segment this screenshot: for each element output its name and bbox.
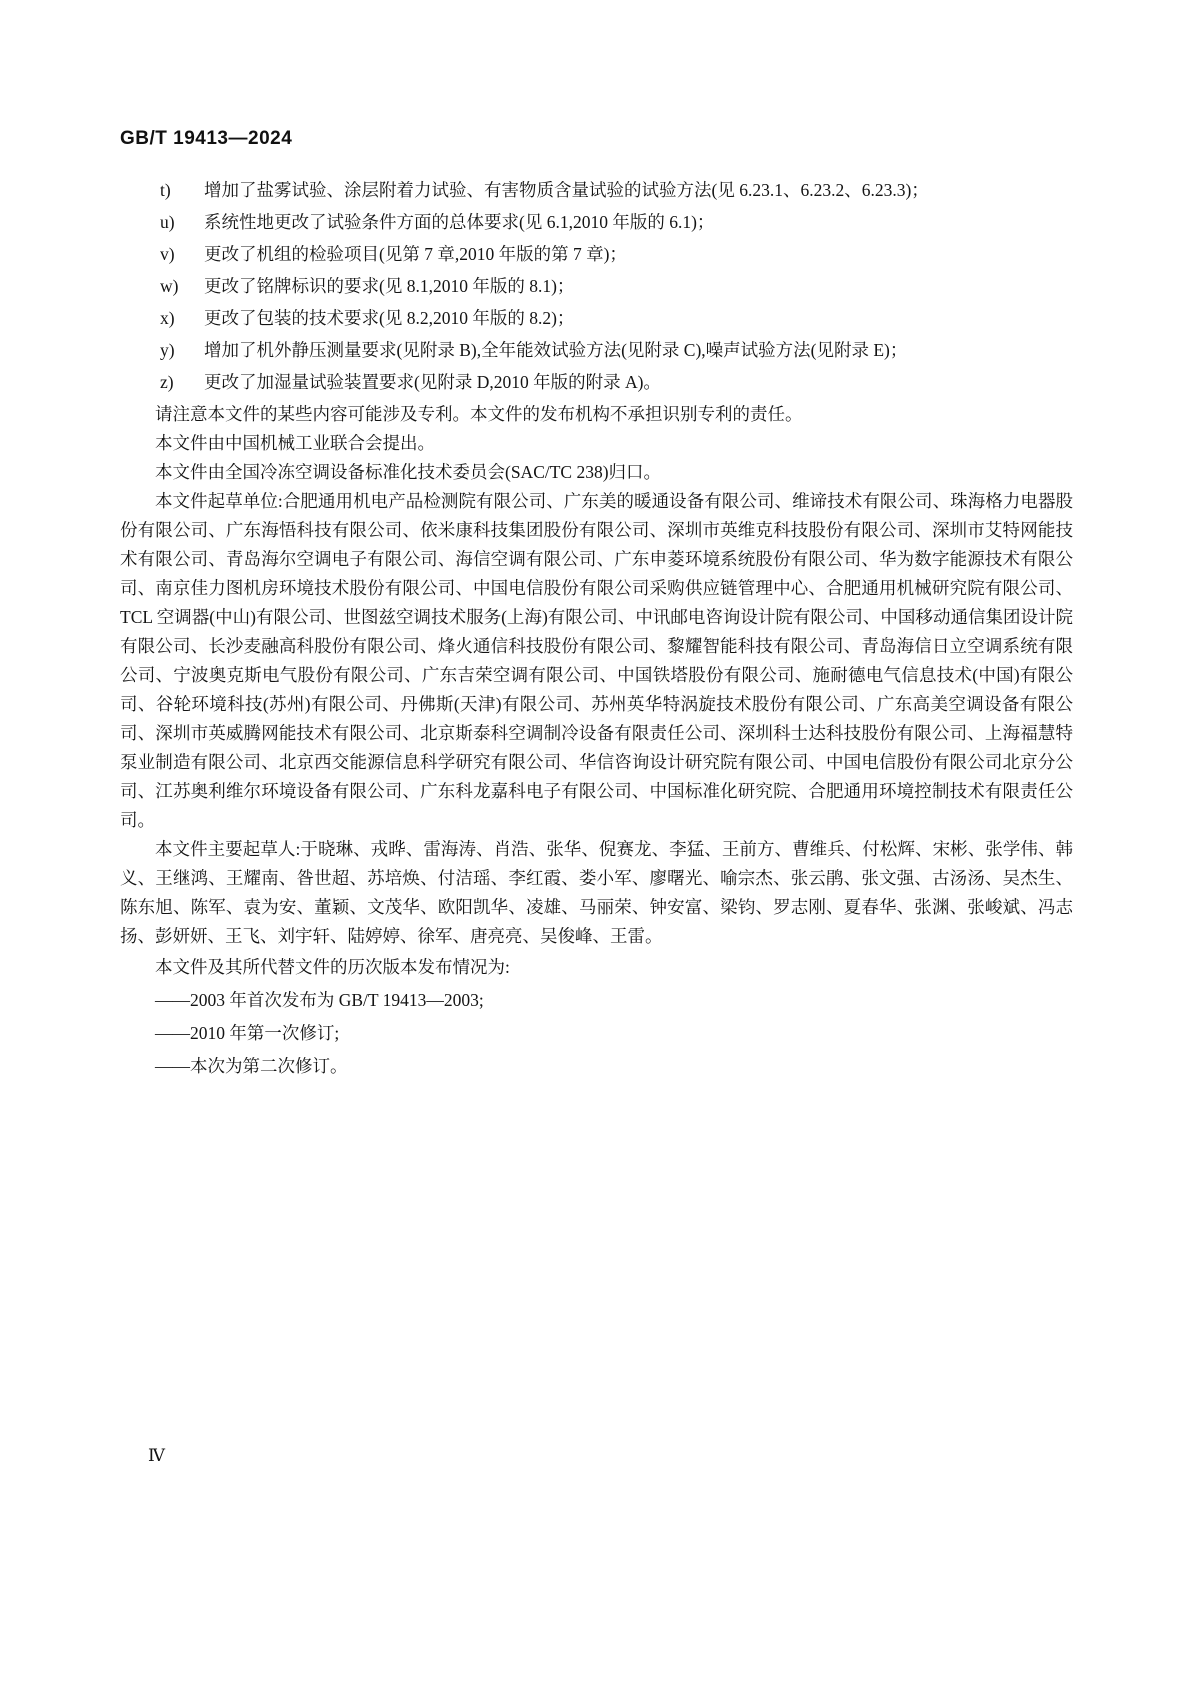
amendment-item bbox=[160, 336, 1073, 365]
amendment-list bbox=[160, 176, 1073, 397]
history-item: ——本次为第二次修订。 bbox=[155, 1056, 348, 1076]
history-intro: 本文件及其所代替文件的历次版本发布情况为: bbox=[155, 957, 510, 977]
foreword-paragraph: 请注意本文件的某些内容可能涉及专利。本文件的发布机构不承担识别专利的责任。 bbox=[155, 404, 803, 424]
foreword-paragraph: 本文件主要起草人:于晓琳、戎晔、雷海涛、肖浩、张华、倪赛龙、李猛、王前方、曹维兵、付松辉、宋彬、张学伟、韩义、王继鸿、王耀南、昝世超、苏培焕、付洁瑶、李红霞、娄小军、廖曙光、喻宗杰、张云鹃、张文强、古汤汤、吴杰生、陈东旭、陈军、袁为安、董颖、文茂华、欧阳凯华、凌雄、马丽荣、钟安富、梁钧、罗志刚、夏春华、张渊、张峻斌、冯志扬、彭妍妍、王飞、刘宇轩、陆婷婷、徐军、唐亮亮、吴俊峰、王雷。 bbox=[120, 839, 1073, 946]
foreword-paragraph: 本文件由中国机械工业联合会提出。 bbox=[155, 433, 435, 453]
amendment-text: 系统性地更改了试验条件方面的总体要求(见 6.1,2010 年版的 6.1)； bbox=[204, 212, 715, 232]
amendment-marker: y) bbox=[160, 340, 175, 360]
amendment-item bbox=[160, 176, 1073, 205]
amendment-text: 增加了盐雾试验、涂层附着力试验、有害物质含量试验的试验方法(见 6.23.1、6.23.2、6.23.3)； bbox=[204, 180, 929, 200]
amendment-item bbox=[160, 304, 1073, 333]
foreword-paragraphs bbox=[120, 400, 1073, 951]
history-item: ——2003 年首次发布为 GB/T 19413—2003; bbox=[155, 990, 484, 1010]
foreword-paragraph: 本文件起草单位:合肥通用机电产品检测院有限公司、广东美的暖通设备有限公司、维谛技术有限公司、珠海格力电器股份有限公司、广东海悟科技有限公司、依米康科技集团股份有限公司、深圳市英维克科技股份有限公司、深圳市艾特网能技术有限公司、青岛海尔空调电子有限公司、海信空调有限公司、广东申菱环境系统股份有限公司、华为数字能源技术有限公司、南京佳力图机房环境技术股份有限公司、中国电信股份有限公司采购供应链管理中心、合肥通用机械研究院有限公司、TCL 空调器(中山)有限公司、世图兹空调技术服务(上海)有限公司、中讯邮电咨询设计院有限公司、中国移动通信集团设计院有限公司、长沙麦融高科股份有限公司、烽火通信科技股份有限公司、黎耀智能科技有限公司、青岛海信日立空调系统有限公司、宁波奥克斯电气股份有限公司、广东吉荣空调有限公司、中国铁塔股份有限公司、施耐德电气信息技术(中国)有限公司、谷轮环境科技(苏州)有限公司、丹佛斯(天津)有限公司、苏州英华特涡旋技术股份有限公司、广东高美空调设备有限公司、深圳市英威腾网能技术有限公司、北京斯泰科空调制冷设备有限责任公司、深圳科士达科技股份有限公司、上海福慧特泵业制造有限公司、北京西交能源信息科学研究有限公司、华信咨询设计研究院有限公司、中国电信股份有限公司北京分公司、江苏奥利维尔环境设备有限公司、广东科龙嘉科电子有限公司、中国标准化研究院、合肥通用环境控制技术有限责任公司。 bbox=[120, 491, 1073, 830]
amendment-marker: v) bbox=[160, 244, 175, 264]
amendment-text: 更改了包装的技术要求(见 8.2,2010 年版的 8.2)； bbox=[204, 308, 575, 328]
amendment-text: 更改了机组的检验项目(见第 7 章,2010 年版的第 7 章)； bbox=[204, 244, 627, 264]
foreword-paragraph: 本文件由全国冷冻空调设备标准化技术委员会(SAC/TC 238)归口。 bbox=[155, 462, 662, 482]
amendment-marker: x) bbox=[160, 308, 175, 328]
amendment-marker: u) bbox=[160, 212, 175, 232]
amendment-item bbox=[160, 368, 1073, 397]
amendment-text: 更改了铭牌标识的要求(见 8.1,2010 年版的 8.1)； bbox=[204, 276, 575, 296]
page-number: Ⅳ bbox=[148, 1446, 165, 1465]
amendment-marker: z) bbox=[160, 372, 174, 392]
standard-number: GB/T 19413—2024 bbox=[120, 128, 293, 149]
amendment-item bbox=[160, 240, 1073, 269]
amendment-text: 增加了机外静压测量要求(见附录 B),全年能效试验方法(见附录 C),噪声试验方法(见附录 E)； bbox=[204, 340, 908, 360]
amendment-text: 更改了加湿量试验装置要求(见附录 D,2010 年版的附录 A)。 bbox=[204, 372, 661, 392]
amendment-item bbox=[160, 208, 1073, 237]
history-item: ——2010 年第一次修订; bbox=[155, 1023, 340, 1043]
amendment-item bbox=[160, 272, 1073, 301]
history-list bbox=[120, 986, 1073, 1081]
amendment-marker: w) bbox=[160, 276, 179, 296]
amendment-marker: t) bbox=[160, 180, 171, 200]
page-header bbox=[120, 128, 1073, 150]
